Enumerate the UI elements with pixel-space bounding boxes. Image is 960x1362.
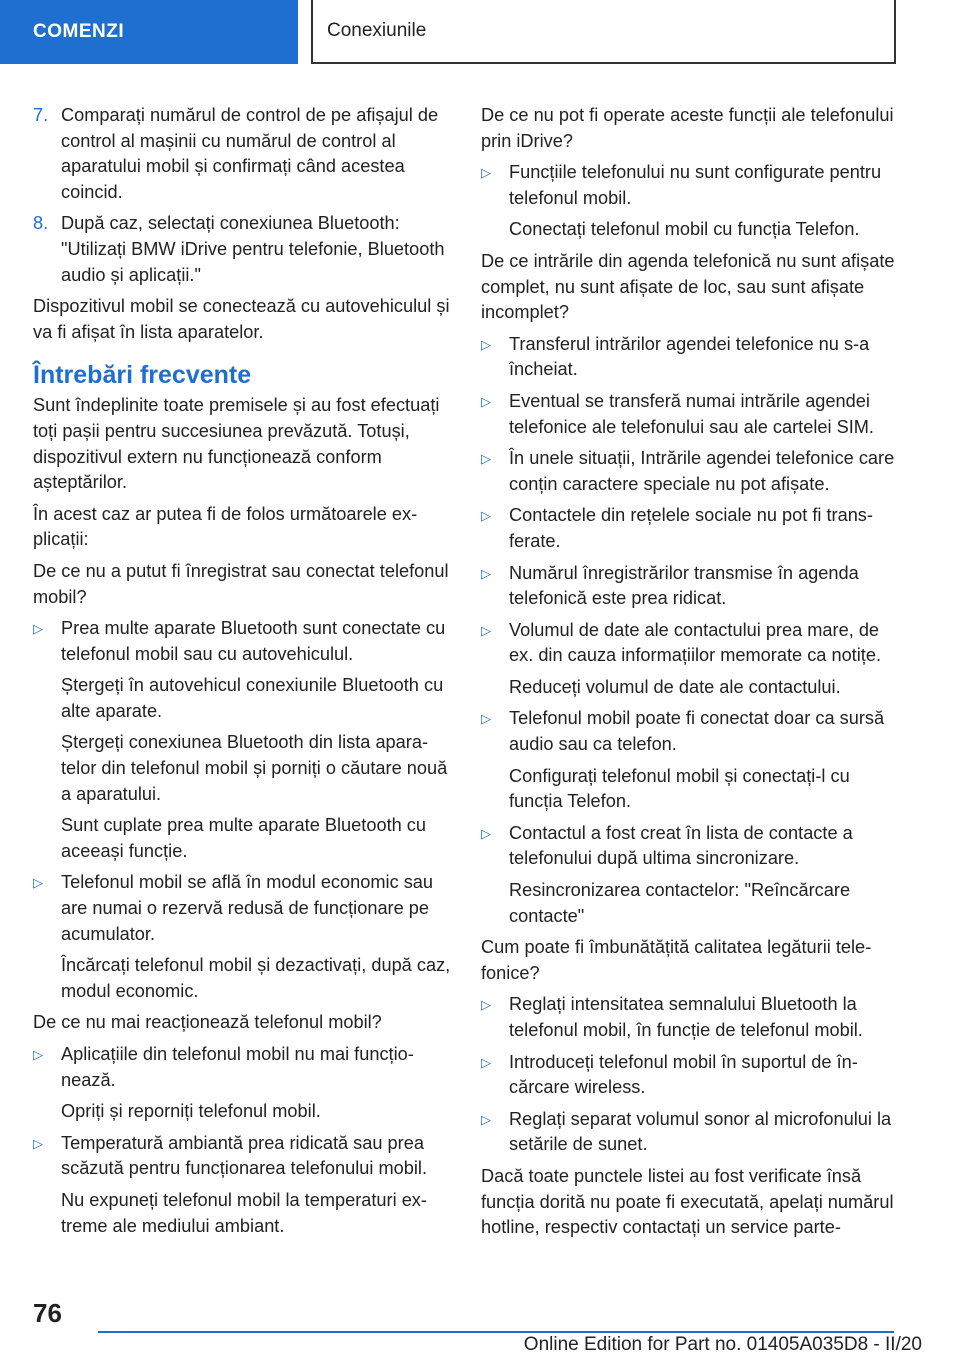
sub-paragraph: Opriți și reporniți telefonul mobil. [61, 1101, 321, 1122]
sub-paragraph: Configurați telefonul mobil și conectați-l cu funcția Telefon. [509, 765, 850, 812]
bullet-text: În unele situații, Intrările agendei telefonice care conțin caractere speciale nu pot afișate. [509, 448, 895, 494]
triangle-bullet-icon: ▷ [33, 1047, 43, 1062]
bullet-text: Temperatură ambiantă prea ridicată sau prea scăzută pentru funcționarea telefonului mobil. [61, 1132, 427, 1179]
left-column [33, 103, 451, 1245]
list-item [481, 618, 899, 669]
triangle-bullet-icon: ▷ [481, 508, 491, 524]
sub-paragraph: Ștergeți în autovehicul conexiunile Bluetooth cu alte aparate. [61, 675, 444, 721]
list-item [33, 1042, 451, 1093]
bullet-text: Transferul intrărilor agendei telefonice nu s-a încheiat. [509, 333, 870, 380]
section-tab[interactable]: COMENZI [0, 0, 298, 64]
list-item [481, 821, 899, 872]
bullet-text: Aplicațiile din telefonul mobil nu mai funcționează. [61, 1044, 414, 1090]
triangle-bullet-icon: ▷ [481, 622, 491, 638]
sub-paragraph: Încărcați telefonul mobil și dezactivați, după caz, modul economic. [61, 955, 451, 1001]
bullet-text: Reglați intensitatea semnalului Bluetooth la telefonul mobil, în funcție de telefonul mobil. [509, 994, 863, 1040]
triangle-bullet-icon: ▷ [481, 1111, 491, 1127]
sub-paragraph: Nu expuneți telefonul mobil la temperaturi extreme ale mediului ambiant. [61, 1189, 427, 1236]
chapter-tab[interactable]: Conexiunile [311, 0, 896, 64]
sub-paragraph: Conectați telefonul mobil cu funcția Telefon. [509, 219, 860, 240]
bullet-text: Telefonul mobil poate fi conectat doar ca sursă audio sau ca telefon. [509, 708, 885, 755]
list-item [481, 992, 899, 1043]
list-item [481, 389, 899, 440]
question: Cum poate fi îmbunătățită calitatea legăturii telefonice? [481, 937, 872, 983]
page-number: 76 [33, 1298, 62, 1328]
triangle-bullet-icon: ▷ [481, 825, 491, 841]
list-item [33, 616, 451, 667]
bullet-text: Eventual se transferă numai intrările agendei telefonice ale telefonului sau ale cartelei SIM. [509, 390, 874, 437]
paragraph: Dacă toate punctele listei au fost verificate însă funcția dorită nu poate fi executată, apelați numărul hotline, respectiv contactați un service parte- [481, 1165, 894, 1238]
paragraph: Dispozitivul mobil se conectează cu autovehiculul și va fi afișat în lista aparatelor. [33, 296, 450, 342]
step-item [33, 211, 451, 288]
triangle-bullet-icon: ▷ [481, 711, 491, 727]
section-heading: Întrebări frecvente [33, 361, 252, 390]
sub-paragraph: Reduceți volumul de date ale contactului. [509, 676, 841, 697]
triangle-bullet-icon: ▷ [481, 393, 491, 409]
question: De ce intrările din agenda telefonică nu sunt afișate complet, nu sunt afișate de loc, sau sunt afișate incomplet? [481, 250, 895, 323]
step-text: Comparați numărul de control de pe afișajul de control al mașinii cu numărul de control al aparatului mobil și confirmați când acestea coincid. [61, 105, 439, 202]
triangle-bullet-icon: ▷ [481, 1054, 491, 1070]
list-item [481, 446, 899, 497]
list-item [481, 160, 899, 211]
bullet-text: Numărul înregistrărilor transmise în agenda telefonică este prea ridicat. [509, 562, 859, 609]
paragraph: Sunt îndeplinite toate premisele și au fost efectuați toți pașii pentru succesiunea prevăzută. Totuși, dispozitivul extern nu funcționează conform așteptărilor. [33, 395, 440, 493]
list-item [481, 503, 899, 554]
list-item [481, 706, 899, 757]
list-item [481, 561, 899, 612]
triangle-bullet-icon: ▷ [481, 565, 491, 581]
step-number: 7. [33, 105, 49, 125]
triangle-bullet-icon: ▷ [33, 875, 43, 891]
step-item [33, 103, 451, 205]
bullet-text: Introduceți telefonul mobil în suportul de încărcare wireless. [509, 1051, 858, 1098]
triangle-bullet-icon: ▷ [33, 621, 43, 637]
bullet-text: Reglați separat volumul sonor al microfonului la setările de sunet. [509, 1108, 892, 1155]
list-item [33, 1131, 451, 1182]
bullet-text: Volumul de date ale contactului prea mare, de ex. din cauza informațiilor memorate ca notițe. [509, 619, 882, 666]
sub-paragraph: Resincronizarea contactelor: "Reîncărcare contacte" [509, 880, 851, 926]
triangle-bullet-icon: ▷ [481, 451, 491, 467]
sub-paragraph: Sunt cuplate prea multe aparate Bluetooth cu aceeași funcție. [61, 815, 427, 861]
list-item [481, 1050, 899, 1101]
right-column [481, 103, 899, 1247]
bullet-text: Telefonul mobil se află în modul economic sau are numai o rezervă redusă de funcționare pe acumulator. [61, 872, 434, 944]
list-item [481, 332, 899, 383]
question: De ce nu mai reacționează telefonul mobil? [33, 1012, 382, 1033]
step-number: 8. [33, 213, 49, 234]
question: De ce nu pot fi operate aceste funcții ale telefonului prin iDrive? [481, 105, 894, 151]
triangle-bullet-icon: ▷ [481, 336, 491, 352]
bullet-text: Contactul a fost creat în lista de contacte a telefonului după ultima sincronizare. [509, 822, 853, 869]
triangle-bullet-icon: ▷ [481, 997, 491, 1013]
triangle-bullet-icon: ▷ [33, 1135, 43, 1151]
edition-note: Online Edition for Part no. 01405A035D8 - II/20 [523, 1334, 922, 1355]
bullet-text: Contactele din rețelele sociale nu pot fi transferate. [509, 505, 873, 551]
bullet-text: Prea multe aparate Bluetooth sunt conectate cu telefonul mobil sau cu autovehiculul. [61, 618, 446, 664]
footer-divider [98, 1331, 894, 1333]
list-item [481, 1107, 899, 1158]
triangle-bullet-icon: ▷ [481, 165, 491, 181]
bullet-text: Funcțiile telefonului nu sunt configurate pentru telefonul mobil. [509, 162, 882, 208]
list-item [33, 870, 451, 947]
step-text: După caz, selectați conexiunea Bluetooth: "Utilizați BMW iDrive pentru telefonie, Bluetooth audio și aplicații." [61, 213, 445, 285]
question: De ce nu a putut fi înregistrat sau conectat telefonul mobil? [33, 560, 449, 607]
paragraph: În acest caz ar putea fi de folos următoarele explicații: [33, 503, 418, 550]
sub-paragraph: Ștergeți conexiunea Bluetooth din lista aparatelor din telefonul mobil și porniți o căutare nouă a aparatului. [61, 732, 448, 804]
